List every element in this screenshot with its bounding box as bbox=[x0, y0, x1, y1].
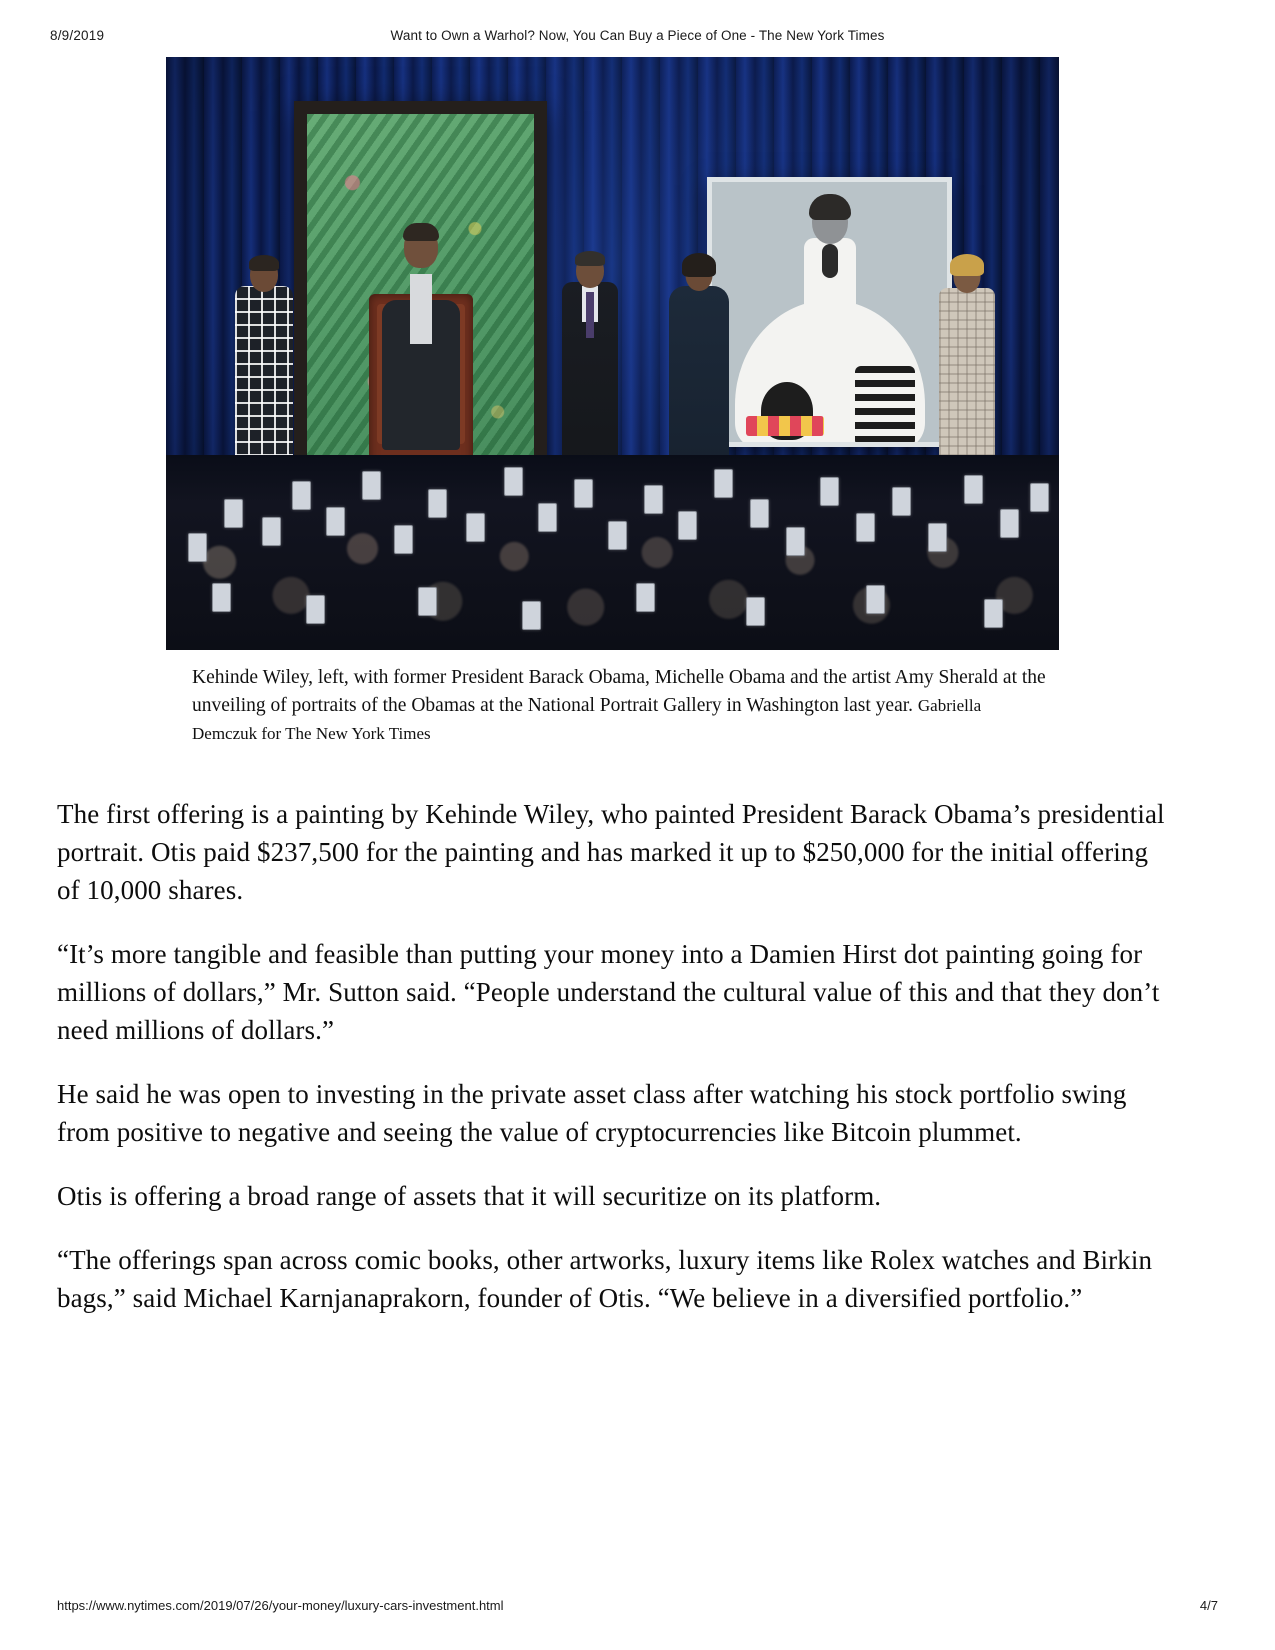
person-hair bbox=[950, 254, 984, 276]
phone-icon bbox=[538, 503, 557, 532]
portrait-hair bbox=[403, 223, 439, 241]
article-body bbox=[57, 795, 1167, 1343]
phone-icon bbox=[746, 597, 765, 626]
portrait-hair bbox=[809, 194, 851, 220]
phone-icon bbox=[292, 481, 311, 510]
phone-icon bbox=[678, 511, 697, 540]
phone-icon bbox=[1030, 483, 1049, 512]
article-paragraph: Otis is offering a broad range of assets that it will securitize on its platform. bbox=[57, 1181, 882, 1211]
phone-icon bbox=[262, 517, 281, 546]
photo-crowd-phones bbox=[166, 455, 1059, 650]
article-paragraph: “The offerings span across comic books, other artworks, luxury items like Rolex watches and Birkin bags,” said Michael Karnjanaprakorn, founder of Otis. “We believe in a diversified portfolio.” bbox=[57, 1245, 1153, 1313]
print-header bbox=[50, 28, 1225, 48]
phone-icon bbox=[306, 595, 325, 624]
phone-icon bbox=[820, 477, 839, 506]
michelle-portrait-painting bbox=[707, 177, 952, 447]
phone-icon bbox=[636, 583, 655, 612]
article-paragraph: He said he was open to investing in the private asset class after watching his stock portfolio swing from positive to negative and seeing the value of cryptocurrencies like Bitcoin plummet. bbox=[57, 1079, 1127, 1147]
source-url: https://www.nytimes.com/2019/07/26/your-money/luxury-cars-investment.html bbox=[57, 1598, 504, 1613]
print-footer bbox=[57, 1598, 1218, 1618]
phone-icon bbox=[856, 513, 875, 542]
portrait-dress-pattern bbox=[746, 416, 824, 436]
phone-icon bbox=[574, 479, 593, 508]
phone-icon bbox=[750, 499, 769, 528]
article-paragraph: The first offering is a painting by Kehinde Wiley, who painted President Barack Obama’s presidential portrait. Otis paid $237,500 for the painting and has marked it up to $250,000 for the initial offering of 10,000 shares. bbox=[57, 799, 1165, 905]
phone-icon bbox=[714, 469, 733, 498]
portrait-torso bbox=[804, 238, 856, 322]
person-hair bbox=[249, 255, 279, 271]
phone-icon bbox=[504, 467, 523, 496]
phone-icon bbox=[786, 527, 805, 556]
figure-caption bbox=[166, 664, 1059, 748]
print-date: 8/9/2019 bbox=[50, 28, 105, 43]
obama-portrait-figure bbox=[367, 226, 475, 484]
phone-icon bbox=[326, 507, 345, 536]
article-paragraph: “It’s more tangible and feasible than putting your money into a Damien Hirst dot painting going for millions of dollars,” Mr. Sutton said. “People understand the cultural value of this and that they don’t need millions of dollars.” bbox=[57, 939, 1160, 1045]
phone-icon bbox=[964, 475, 983, 504]
article-figure bbox=[166, 57, 1059, 748]
obama-portrait-painting bbox=[294, 101, 547, 509]
portrait-shirt bbox=[410, 274, 432, 344]
phone-icon bbox=[212, 583, 231, 612]
phone-icon bbox=[644, 485, 663, 514]
figure-credit: Gabriella Demczuk for The New York Times bbox=[192, 696, 982, 743]
document-title: Want to Own a Warhol? Now, You Can Buy a Piece of One - The New York Times bbox=[390, 28, 885, 43]
phone-icon bbox=[362, 471, 381, 500]
phone-icon bbox=[1000, 509, 1019, 538]
phone-icon bbox=[188, 533, 207, 562]
phone-icon bbox=[608, 521, 627, 550]
page-number: 4/7 bbox=[1199, 1598, 1218, 1613]
person-hair bbox=[682, 253, 716, 277]
phone-icon bbox=[984, 599, 1003, 628]
phone-icon bbox=[418, 587, 437, 616]
phone-icon bbox=[428, 489, 447, 518]
phone-icon bbox=[928, 523, 947, 552]
phone-icon bbox=[522, 601, 541, 630]
person-tie bbox=[586, 292, 594, 338]
phone-icon bbox=[394, 525, 413, 554]
figure-caption-text: Kehinde Wiley, left, with former President Barack Obama, Michelle Obama and the artist Amy Sherald at the unveiling of portraits of the Obamas at the National Portrait Gallery in Washington last year. bbox=[192, 667, 1046, 716]
phone-icon bbox=[866, 585, 885, 614]
phone-icon bbox=[224, 499, 243, 528]
person-hair bbox=[575, 251, 605, 266]
phone-icon bbox=[892, 487, 911, 516]
photo-obama-portraits-unveiling bbox=[166, 57, 1059, 650]
phone-icon bbox=[466, 513, 485, 542]
